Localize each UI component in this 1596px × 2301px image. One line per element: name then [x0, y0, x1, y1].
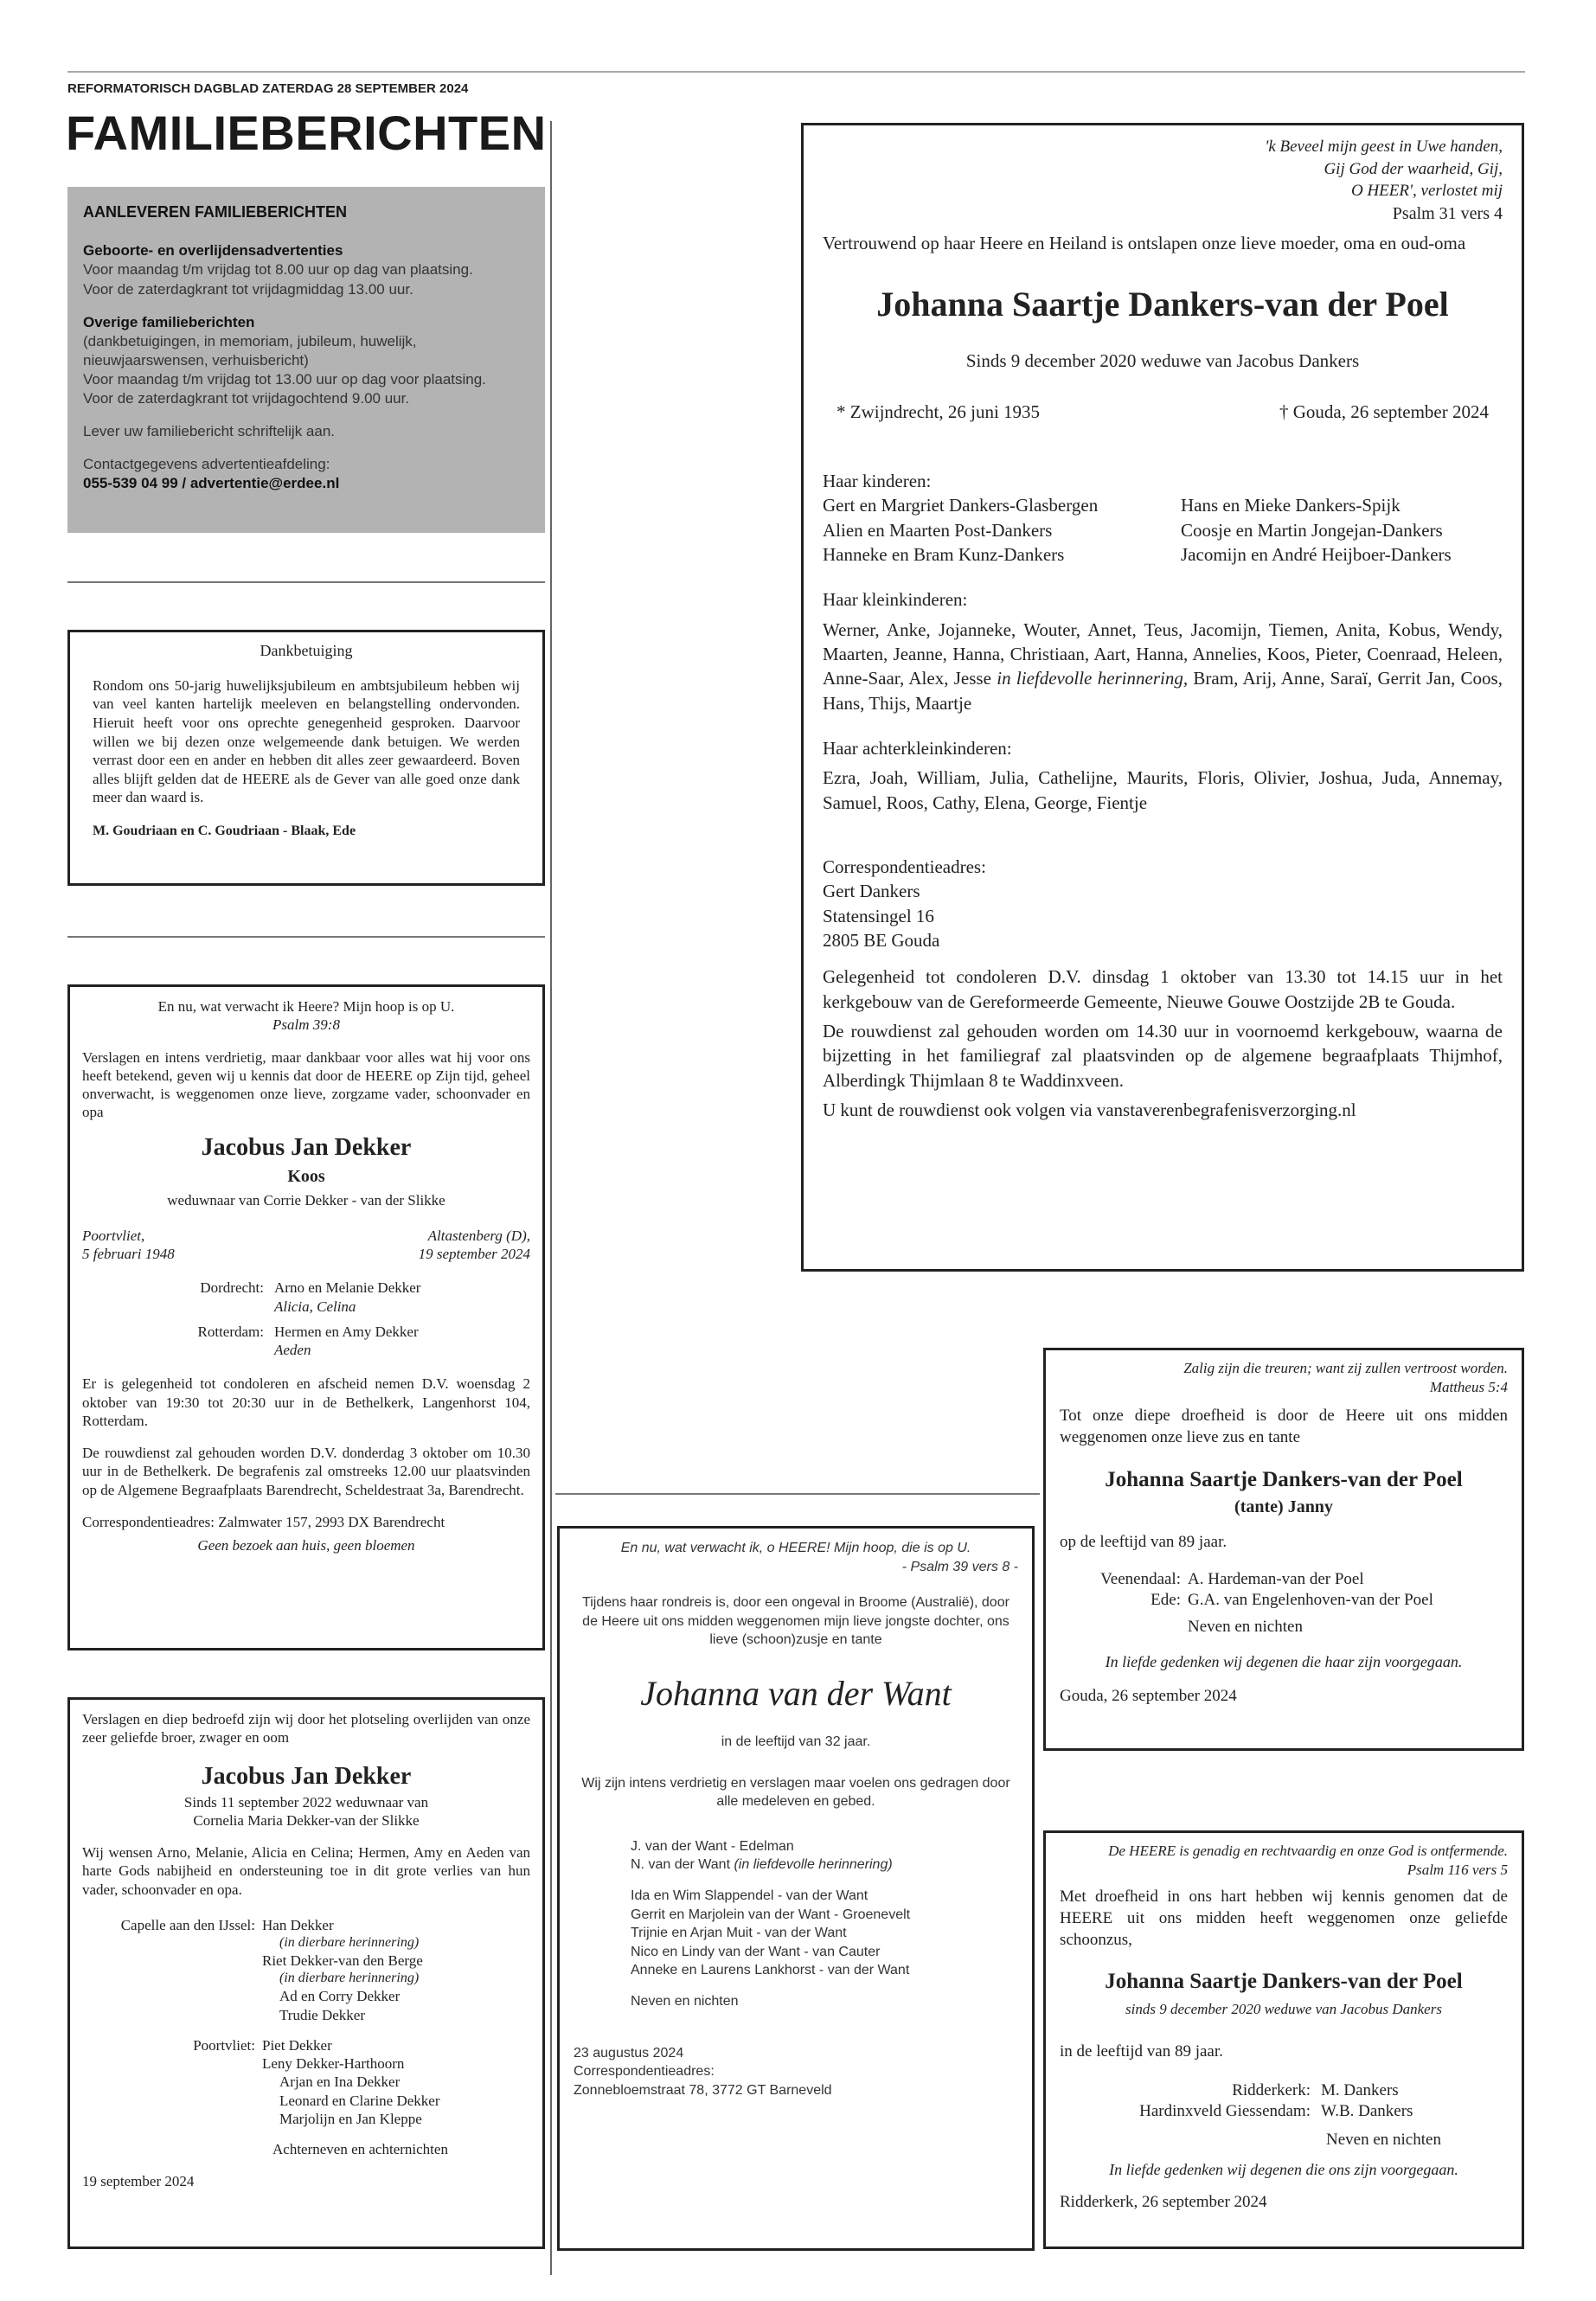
quote-ref: Psalm 31 vers 4 — [1392, 203, 1503, 223]
quote-line: 'k Beveel mijn geest in Uwe handen, — [1265, 138, 1503, 156]
family-member: Riet Dekker-van den Berge — [262, 1952, 423, 1969]
family-row — [82, 1323, 530, 1360]
address-line: Correspondentieadres: — [823, 856, 986, 878]
born-place: Poortvliet, — [82, 1227, 145, 1244]
quote: Zalig zijn die treuren; want zij zullen vertroost worden. — [1183, 1360, 1508, 1376]
family-row — [1060, 2101, 1508, 2123]
divider — [67, 581, 545, 583]
nickname: Koos — [287, 1166, 325, 1186]
family-member: Trijnie en Arjan Muit - van der Want — [631, 1926, 847, 1941]
address: Zonnebloemstraat 78, 3772 GT Barneveld — [574, 2082, 832, 2098]
ad-johanna-dankers-siblings — [1043, 1348, 1524, 1751]
section-title: FAMILIEBERICHTEN — [66, 106, 547, 160]
family-member: Leny Dekker-Harthoorn — [262, 2055, 405, 2072]
masthead: REFORMATORISCH DAGBLAD ZATERDAG 28 SEPTEMBER 2024 — [67, 81, 469, 96]
family-place: Ede: — [1151, 1591, 1181, 1610]
condolence-text: Gelegenheid tot condoleren D.V. dinsdag 1 oktober van 13.30 tot 14.15 uur in het kerkgebouw van de Gereformeerde Gemeente, Nieuwe Gouwe Oostzijde 2B te Gouda. — [823, 966, 1503, 1012]
grief-text: Wij zijn intens verdrietig en verslagen maar voelen ons gedragen door alle medeleven en gebed. — [581, 1775, 1010, 1810]
widow-of: sinds 9 december 2020 weduwe van Jacobus Dankers — [1125, 2000, 1442, 2017]
family-member: G.A. van Engelenhoven-van der Poel — [1188, 1591, 1433, 1610]
family-place: Dordrecht: — [200, 1279, 264, 1297]
widow-of: Sinds 9 december 2020 weduwe van Jacobus Dankers — [965, 350, 1360, 372]
family-member: Gerrit en Marjolein van der Want - Groenevelt — [631, 1907, 911, 1922]
born-date: 5 februari 1948 — [82, 1246, 175, 1262]
info-title: AANLEVEREN FAMILIEBERICHTEN — [83, 203, 348, 221]
great-grandchildren-list: Ezra, Joah, William, Julia, Cathelijne, Maurits, Floris, Olivier, Joshua, Juda, Annemay, Samuel, Roos, Cathy, Elena, George, Fientje — [823, 767, 1503, 813]
nickname: (tante) Janny — [1234, 1497, 1333, 1517]
quote: En nu, wat verwacht ik, o HEERE! Mijn hoop, die is op U. — [620, 1541, 971, 1555]
deceased-name: Johanna Saartje Dankers-van der Poel — [876, 285, 1449, 324]
ad-dankbetuiging — [67, 630, 545, 886]
family-member: Piet Dekker — [262, 2036, 332, 2054]
family-member-name: N. van der Want — [631, 1857, 731, 1873]
born: * Zwijndrecht, 26 juni 1935 — [836, 401, 1041, 422]
family-place: Poortvliet: — [193, 2036, 255, 2054]
family-kids: Aeden — [274, 1342, 311, 1358]
ad-johanna-dankers-children — [801, 123, 1524, 1272]
family-member: Ida en Wim Slappendel - van der Want — [631, 1888, 869, 1903]
info-heading-births: Geboorte- en overlijdensadvertenties — [83, 242, 343, 260]
grandchildren: Bram, Arij, Anne, Saraï, Gerrit Jan, Coos, Hans, Thijs, Maartje — [823, 668, 1503, 714]
grandchildren: Werner, Anke, Jojanneke, Wouter, Annet, Teus, Jacomijn, Tiemen, Anita, Kobus, Wendy, Maarten, Jeanne, Hanna, Christiaan, Aart, Hanna, Annelies, Koos, Pieter, Coenraad, Heleen, Anne-Saar, Alex, Jesse — [823, 619, 1503, 689]
deceased-name: Johanna Saartje Dankers-van der Poel — [1105, 1970, 1463, 1994]
intro-text: Met droefheid in ons hart hebben wij kennis genomen dat de HEERE uit ons midden heeft weggenomen onze geliefde schoonzus, — [1060, 1888, 1508, 1949]
deceased-name: Johanna Saartje Dankers-van der Poel — [1105, 1467, 1463, 1491]
quote-line: Gij God der waarheid, Gij, — [1324, 159, 1503, 178]
wife-name: Cornelia Maria Dekker-van der Slikke — [193, 1811, 420, 1829]
quote — [823, 136, 1503, 202]
divider — [67, 936, 545, 938]
service-text: De rouwdienst zal gehouden worden D.V. donderdag 3 oktober om 10.30 uur in de Bethelkerk. De begrafenis zal omstreeks 12.00 uur plaatsvinden op de Algemene Begraafplaats Barendrecht, Scheldestraat 3a, Barendrecht. — [82, 1445, 530, 1498]
info-heading-other: Overige familieberichten — [83, 313, 255, 330]
family-list — [574, 1837, 1018, 2011]
info-contact: 055-539 04 99 / advertentie@erdee.nl — [83, 475, 340, 492]
nephews: Neven en nichten — [1326, 2130, 1441, 2149]
family-member: Ad en Corry Dekker — [279, 1988, 401, 2005]
family-row — [1060, 2080, 1508, 2102]
widower-of: weduwnaar van Corrie Dekker - van der Slikke — [167, 1191, 445, 1208]
grandchildren-heading: Haar kleinkinderen: — [823, 589, 968, 611]
age: op de leeftijd van 89 jaar. — [1060, 1533, 1227, 1552]
since-text: Sinds 11 september 2022 weduwnaar van — [183, 1793, 429, 1811]
info-line: Voor maandag t/m vrijdag tot 13.00 uur op dag voor plaatsing. — [83, 370, 486, 388]
family-member: Leonard en Clarine Dekker — [279, 2092, 440, 2109]
family-place: Hardinxveld Giessendam: — [1139, 2102, 1311, 2121]
deceased-name: Jacobus Jan Dekker — [201, 1133, 412, 1161]
family-place: Veenendaal: — [1100, 1569, 1181, 1588]
born — [82, 1227, 175, 1264]
correspondence — [823, 855, 1503, 952]
dates-row — [823, 400, 1503, 424]
ad-johanna-van-der-want — [557, 1526, 1035, 2251]
info-line: Voor de zaterdagkrant tot vrijdagmiddag 13.00 uur. — [83, 280, 413, 298]
intro-text: Tot onze diepe droefheid is door de Heere uit ons midden weggenomen onze lieve zus en tante — [1060, 1407, 1508, 1446]
memory-note: in liefdevolle herinnering, — [997, 668, 1189, 689]
child: Hanneke en Bram Kunz-Dankers — [823, 543, 1065, 565]
child: Coosje en Martin Jongejan-Dankers — [1181, 519, 1443, 541]
extended-family: Achterneven en achternichten — [272, 2141, 448, 2157]
age: in de leeftijd van 89 jaar. — [1060, 2041, 1223, 2061]
age: in de leeftijd van 32 jaar. — [721, 1734, 871, 1749]
family-place: Capelle aan den IJssel: — [120, 1916, 255, 1933]
quote-ref: Mattheus 5:4 — [1429, 1379, 1508, 1396]
date: 23 augustus 2024 — [574, 2045, 684, 2061]
memory-note: (in dierbare herinnering) — [279, 1935, 420, 1950]
ad-johanna-dankers-in-laws — [1043, 1830, 1524, 2249]
condolence-text: Er is gelegenheid tot condoleren en afscheid nemen D.V. woensdag 2 oktober van 19:30 tot 20:30 uur in de Bethelkerk, Langenhorst 104, Rotterdam. — [82, 1375, 530, 1429]
online-text: U kunt de rouwdienst ook volgen via vanstaverenbegrafenisverzorging.nl — [823, 1099, 1356, 1121]
memory-note: (in dierbare herinnering) — [279, 1971, 420, 1986]
family-kids: Alicia, Celina — [274, 1298, 356, 1315]
died — [419, 1227, 530, 1264]
family-member: Neven en nichten — [631, 1993, 739, 2009]
died-place: Altastenberg (D), — [427, 1227, 530, 1244]
family-member — [631, 1856, 1018, 1875]
column-divider — [550, 121, 552, 2275]
family-group — [82, 2036, 530, 2128]
family-member: J. van der Want - Edelman — [631, 1838, 794, 1854]
divider — [555, 1493, 1040, 1495]
service-text: De rouwdienst zal gehouden worden om 14.30 uur in voornoemd kerkgebouw, waarna de bijzetting in het familiegraf zal plaatsvinden op de algemene begraafplaats Thijmhof, Alberdingk Thijmlaan 8 te Waddinxveen. — [823, 1021, 1503, 1091]
quote: De HEERE is genadig en rechtvaardig en onze God is ontfermende. — [1108, 1843, 1508, 1859]
great-grandchildren-heading: Haar achterkleinkinderen: — [823, 738, 1012, 760]
child: Jacomijn en André Heijboer-Dankers — [1181, 543, 1452, 565]
child: Alien en Maarten Post-Dankers — [823, 519, 1053, 541]
children-heading: Haar kinderen: — [823, 470, 932, 491]
intro-text: Verslagen en intens verdrietig, maar dankbaar voor alles wat hij voor ons heeft betekend, geven wij u kennis dat door de HEERE op Zijn tijd, geheel onverwacht, is weggenomen onze lieve, zorgzame vader, schoonvader en opa — [82, 1048, 530, 1121]
died-date: 19 september 2024 — [418, 1246, 530, 1262]
memory-note: (in liefdevolle herinnering) — [734, 1857, 893, 1873]
wish-text: Wij wensen Arno, Melanie, Alicia en Celina; Hermen, Amy en Aeden van harte Gods nabijheid en ondersteuning toe in dit grote verlies van hun vader, schoonvader en opa. — [82, 1844, 530, 1898]
address-label: Correspondentieadres: — [574, 2064, 715, 2080]
quote-ref: Psalm 39:8 — [272, 1016, 340, 1034]
intro-text: Vertrouwend op haar Heere en Heiland is ontslapen onze lieve moeder, oma en oud-oma — [823, 232, 1466, 253]
deceased-name: Jacobus Jan Dekker — [201, 1762, 412, 1790]
deceased-name: Johanna van der Want — [640, 1673, 952, 1713]
info-line: (dankbetuigingen, in memoriam, jubileum, huwelijk, nieuwjaarswensen, verhuisbericht) — [83, 332, 417, 369]
grandchildren-list — [823, 618, 1503, 715]
family-member: W.B. Dankers — [1321, 2102, 1413, 2121]
info-line: Contactgegevens advertentieafdeling: — [83, 456, 330, 473]
note: Geen bezoek aan huis, geen bloemen — [197, 1537, 415, 1554]
family-member: Nico en Lindy van der Want - van Cauter — [631, 1944, 881, 1959]
dank-title: Dankbetuiging — [260, 642, 353, 659]
dank-signature: M. Goudriaan en C. Goudriaan - Blaak, Ede — [93, 823, 356, 838]
family-member: Han Dekker — [262, 1916, 334, 1933]
top-rule — [67, 71, 1525, 73]
correspondence-address: Correspondentieadres: Zalmwater 157, 2993 DX Barendrecht — [82, 1513, 445, 1530]
child: Gert en Margriet Dankers-Glasbergen — [823, 495, 1099, 516]
date: 19 september 2024 — [82, 2173, 195, 2190]
quote: En nu, wat verwacht ik Heere? Mijn hoop is op U. — [157, 998, 455, 1015]
family-member: Marjolijn en Jan Kleppe — [279, 2110, 422, 2127]
intro-text: Verslagen en diep bedroefd zijn wij door het plotseling overlijden van onze zeer geliefde broer, zwager en oom — [82, 1711, 530, 1747]
children-list — [823, 493, 1503, 567]
place-date: Gouda, 26 september 2024 — [1060, 1687, 1237, 1706]
ad-jacobus-dekker-family — [67, 984, 545, 1650]
info-line: Voor de zaterdagkrant tot vrijdagochtend 9.00 uur. — [83, 390, 410, 407]
child: Hans en Mieke Dankers-Spijk — [1181, 495, 1401, 516]
quote-line: O HEER', verlostet mij — [1350, 182, 1503, 201]
address-line: Statensingel 16 — [823, 905, 934, 926]
family-member: Trudie Dekker — [279, 2006, 365, 2023]
intro-text: Tijdens haar rondreis is, door een ongeval in Broome (Australië), door de Heere uit ons midden weggenomen mijn lieve jongste dochter, ons lieve (schoon)zusje en tante — [582, 1595, 1010, 1648]
place-date: Ridderkerk, 26 september 2024 — [1060, 2192, 1267, 2211]
memorial-text: In liefde gedenken wij degenen die haar zijn voorgegaan. — [1105, 1652, 1463, 1670]
family-place: Ridderkerk: — [1232, 2080, 1311, 2099]
family-member: Anneke en Laurens Lankhorst - van der Want — [631, 1963, 910, 1978]
address-line: 2805 BE Gouda — [823, 930, 940, 952]
family-member: A. Hardeman-van der Poel — [1188, 1569, 1364, 1588]
family-row — [1060, 1569, 1508, 1591]
family-member: M. Dankers — [1321, 2080, 1399, 2099]
family-names: Arno en Melanie Dekker — [274, 1279, 421, 1297]
quote-ref: - Psalm 39 vers 8 - — [901, 1559, 1018, 1574]
nephews: Neven en nichten — [1188, 1618, 1303, 1637]
quote-ref: Psalm 116 vers 5 — [1407, 1862, 1508, 1879]
ad-jacobus-dekker-siblings — [67, 1697, 545, 2249]
submission-info-box — [67, 187, 545, 533]
family-place: Rotterdam: — [197, 1323, 264, 1340]
info-line: Lever uw familiebericht schriftelijk aan. — [83, 423, 336, 440]
family-member: Arjan en Ina Dekker — [279, 2073, 401, 2091]
family-row — [1060, 1590, 1508, 1612]
family-group — [82, 1916, 530, 2024]
family-names: Hermen en Amy Dekker — [274, 1323, 419, 1340]
died: † Gouda, 26 september 2024 — [1279, 401, 1489, 422]
info-line: Voor maandag t/m vrijdag tot 8.00 uur op dag van plaatsing. — [83, 261, 473, 279]
family-row — [82, 1279, 530, 1316]
memorial-text: In liefde gedenken wij degenen die ons zijn voorgegaan. — [1109, 2160, 1458, 2178]
dank-body: Rondom ons 50-jarig huwelijksjubileum en ambtsjubileum hebben wij van veel kanten hartelijk meeleven en belangstelling ondervonden. Hieruit heeft voor ons oprechte genegenheid gesproken. Daarvoor willen we bij dezen onze welgemeende dank betuigen. We werden verrast door een en ander en hebben dit alles zeer gewaardeerd. Boven alles blijft gelden dat de HEERE als de Gever van alle goed onze dank meer dan waard is. — [93, 676, 520, 806]
address-line: Gert Dankers — [823, 881, 920, 902]
dates-row — [82, 1227, 530, 1264]
